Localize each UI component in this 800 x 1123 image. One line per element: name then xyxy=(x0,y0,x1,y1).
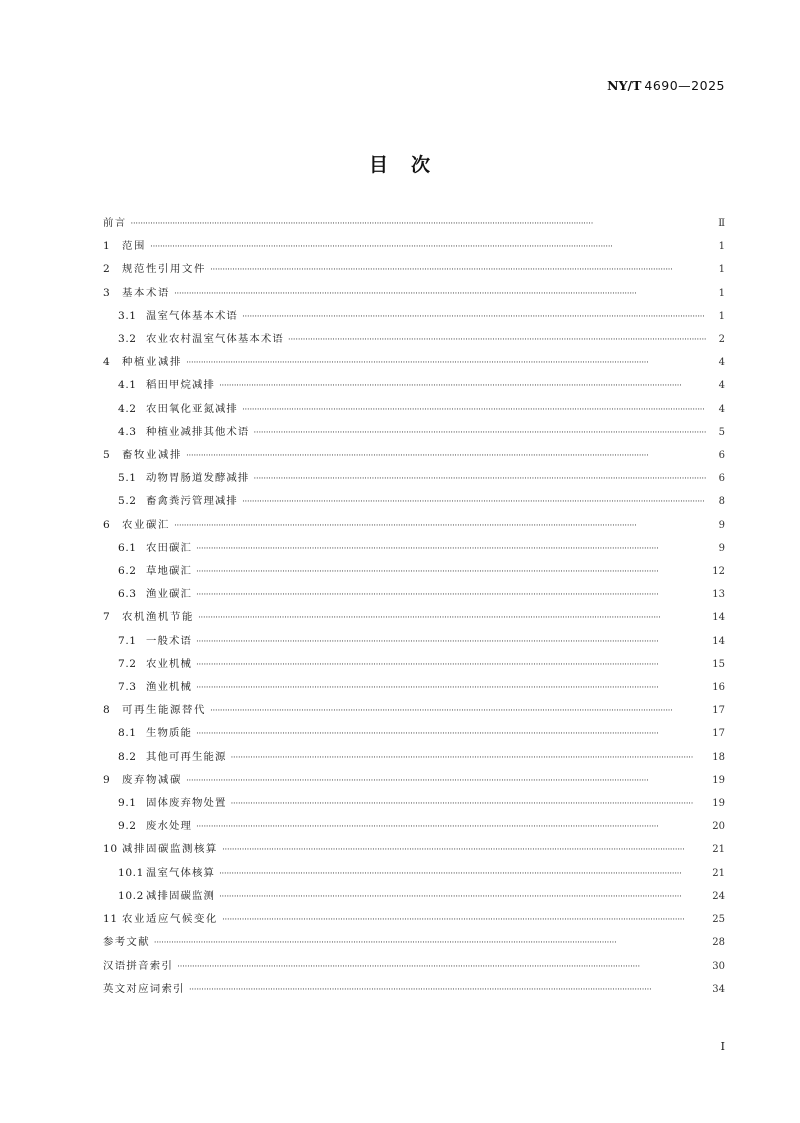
toc-entry-label: 畜牧业减排 xyxy=(122,449,182,462)
toc-entry-page-number: 5 xyxy=(718,426,725,438)
toc-dot-leader xyxy=(288,335,706,345)
toc-entry-label: 种植业减排 xyxy=(122,356,182,369)
toc-entry-page-number: 19 xyxy=(712,774,725,786)
toc-entry-label: 畜禽粪污管理减排 xyxy=(146,495,238,508)
toc-entry-label: 农田氧化亚氮减排 xyxy=(146,402,238,415)
toc-entry-label: 种植业减排其他术语 xyxy=(146,425,250,438)
toc-dot-leader xyxy=(242,497,706,507)
toc-entry-number: 5.2 xyxy=(118,495,137,508)
toc-entry[interactable] xyxy=(103,583,725,606)
toc-entry-page-number: 15 xyxy=(712,658,725,670)
toc-entry-number: 8 xyxy=(103,704,111,717)
toc-entry[interactable] xyxy=(103,931,725,954)
toc-entry-number: 7 xyxy=(103,611,111,624)
toc-entry-page-number: 2 xyxy=(718,334,725,346)
toc-dot-leader xyxy=(253,474,706,484)
toc-entry-number: 6.1 xyxy=(118,541,137,554)
toc-entry-page-number: 17 xyxy=(712,705,725,717)
toc-entry-label: 农机渔机节能 xyxy=(122,611,194,624)
toc-entry-label: 农业机械 xyxy=(146,657,192,670)
toc-entry-number: 4.3 xyxy=(118,425,137,438)
toc-entry-number: 4 xyxy=(103,356,111,369)
toc-entry[interactable] xyxy=(103,815,725,838)
toc-dot-leader xyxy=(196,590,706,600)
toc-entry-number: 3.2 xyxy=(118,333,137,346)
toc-entry[interactable] xyxy=(103,978,725,1001)
toc-dot-leader xyxy=(196,567,706,577)
toc-entry[interactable] xyxy=(103,862,725,885)
toc-dot-leader xyxy=(174,289,706,299)
toc-entry-label: 减排固碳监测 xyxy=(146,889,215,902)
toc-entry-number: 9.2 xyxy=(118,820,137,833)
page-title xyxy=(0,150,800,177)
toc-entry-label: 规范性引用文件 xyxy=(122,263,206,276)
page-title-char-1: 目 xyxy=(368,154,389,176)
toc-entry-label: 温室气体基本术语 xyxy=(146,309,238,322)
toc-dot-leader xyxy=(242,312,706,322)
toc-entry[interactable] xyxy=(103,792,725,815)
toc-entry[interactable] xyxy=(103,537,725,560)
toc-entry-label: 草地碳汇 xyxy=(146,565,192,578)
toc-dot-leader xyxy=(196,660,706,670)
toc-entry-number: 1 xyxy=(103,240,111,253)
table-of-contents xyxy=(103,212,725,1001)
toc-entry-label: 农业适应气候变化 xyxy=(122,913,218,926)
standard-number: 4690—2025 xyxy=(644,78,725,93)
toc-entry-page-number: 21 xyxy=(712,867,725,879)
toc-dot-leader xyxy=(196,683,706,693)
toc-entry-number: 11 xyxy=(103,913,118,926)
toc-entry[interactable] xyxy=(103,908,725,931)
toc-entry-number: 10.1 xyxy=(118,866,144,879)
toc-entry-page-number: 34 xyxy=(712,983,725,995)
toc-dot-leader xyxy=(189,985,706,995)
toc-entry-page-number: 12 xyxy=(712,566,725,578)
toc-entry-label: 参考文献 xyxy=(103,936,150,949)
toc-entry-page-number: 1 xyxy=(718,310,725,322)
toc-entry[interactable] xyxy=(103,490,725,513)
toc-entry-number: 8.2 xyxy=(118,750,137,763)
toc-entry-label: 农田碳汇 xyxy=(146,541,192,554)
toc-entry-label: 稻田甲烷减排 xyxy=(146,379,215,392)
toc-entry-page-number: 8 xyxy=(718,496,725,508)
toc-dot-leader xyxy=(177,962,706,972)
toc-entry-page-number: 25 xyxy=(712,914,725,926)
toc-entry[interactable] xyxy=(103,374,725,397)
toc-entry-number: 3 xyxy=(103,286,111,299)
toc-entry-page-number: 13 xyxy=(712,589,725,601)
document-header xyxy=(75,78,725,93)
toc-entry[interactable] xyxy=(103,746,725,769)
toc-entry-label: 动物胃肠道发酵减排 xyxy=(146,472,250,485)
toc-entry[interactable] xyxy=(103,838,725,861)
toc-entry-page-number: 9 xyxy=(718,542,725,554)
toc-entry-page-number: 6 xyxy=(718,450,725,462)
toc-dot-leader xyxy=(210,706,706,716)
toc-entry-number: 10 xyxy=(103,843,118,856)
toc-entry-number: 6 xyxy=(103,518,111,531)
toc-entry-page-number: 18 xyxy=(712,751,725,763)
toc-entry-page-number: 14 xyxy=(712,612,725,624)
toc-dot-leader xyxy=(196,822,706,832)
toc-entry[interactable] xyxy=(103,722,725,745)
toc-dot-leader xyxy=(198,613,706,623)
toc-dot-leader xyxy=(253,428,706,438)
toc-entry-label: 渔业机械 xyxy=(146,681,192,694)
toc-entry-page-number: 17 xyxy=(712,728,725,740)
toc-entry-page-number: 28 xyxy=(712,937,725,949)
toc-entry-label: 渔业碳汇 xyxy=(146,588,192,601)
toc-dot-leader xyxy=(222,845,706,855)
toc-entry-label: 减排固碳监测核算 xyxy=(122,843,218,856)
toc-entry[interactable] xyxy=(103,398,725,421)
toc-dot-leader xyxy=(210,265,706,275)
standard-prefix: NY/T xyxy=(607,78,642,93)
toc-entry-label: 农业碳汇 xyxy=(122,518,170,531)
toc-entry[interactable] xyxy=(103,885,725,908)
toc-entry[interactable] xyxy=(103,467,725,490)
toc-dot-leader xyxy=(230,799,706,809)
toc-entry-number: 2 xyxy=(103,263,111,276)
toc-entry[interactable] xyxy=(103,653,725,676)
toc-entry[interactable] xyxy=(103,235,725,258)
toc-dot-leader xyxy=(219,381,706,391)
toc-entry-page-number: 1 xyxy=(718,264,725,276)
toc-entry-page-number: 20 xyxy=(712,821,725,833)
toc-entry-page-number: 9 xyxy=(718,519,725,531)
toc-entry[interactable] xyxy=(103,676,725,699)
toc-entry-page-number: 1 xyxy=(718,241,725,253)
page-folio: Ⅰ xyxy=(720,1040,725,1053)
toc-entry[interactable] xyxy=(103,328,725,351)
toc-entry[interactable] xyxy=(103,421,725,444)
toc-entry[interactable] xyxy=(103,955,725,978)
toc-entry-page-number: 4 xyxy=(718,403,725,415)
toc-dot-leader xyxy=(196,729,706,739)
toc-dot-leader xyxy=(196,544,706,554)
toc-entry-label: 农业农村温室气体基本术语 xyxy=(146,333,284,346)
toc-dot-leader xyxy=(219,869,706,879)
toc-entry-page-number: 4 xyxy=(718,357,725,369)
toc-entry-page-number: 14 xyxy=(712,635,725,647)
toc-entry-page-number: 21 xyxy=(712,844,725,856)
toc-entry-label: 一般术语 xyxy=(146,634,192,647)
toc-entry-number: 7.3 xyxy=(118,681,137,694)
toc-entry-number: 10.2 xyxy=(118,889,144,902)
toc-dot-leader xyxy=(154,938,706,948)
toc-dot-leader xyxy=(222,915,706,925)
toc-entry-number: 8.1 xyxy=(118,727,137,740)
toc-entry[interactable] xyxy=(103,514,725,537)
toc-entry-page-number: 1 xyxy=(718,287,725,299)
toc-entry-number: 9 xyxy=(103,773,111,786)
toc-dot-leader xyxy=(150,242,706,252)
toc-entry-page-number: 24 xyxy=(712,890,725,902)
toc-entry-number: 6.3 xyxy=(118,588,137,601)
toc-entry[interactable] xyxy=(103,351,725,374)
toc-entry-number: 7.2 xyxy=(118,657,137,670)
toc-entry[interactable] xyxy=(103,769,725,792)
toc-dot-leader xyxy=(186,776,706,786)
toc-dot-leader xyxy=(242,405,706,415)
toc-entry[interactable] xyxy=(103,305,725,328)
toc-entry-number: 6.2 xyxy=(118,565,137,578)
toc-entry-page-number: 30 xyxy=(712,960,725,972)
toc-entry-label: 生物质能 xyxy=(146,727,192,740)
toc-entry-label: 基本术语 xyxy=(122,286,170,299)
toc-entry-page-number: 6 xyxy=(718,473,725,485)
toc-entry[interactable] xyxy=(103,212,725,235)
toc-dot-leader xyxy=(174,521,706,531)
toc-entry-number: 7.1 xyxy=(118,634,137,647)
toc-dot-leader xyxy=(230,753,706,763)
toc-entry-number: 4.1 xyxy=(118,379,137,392)
toc-entry-number: 9.1 xyxy=(118,797,137,810)
toc-entry-label: 温室气体核算 xyxy=(146,866,215,879)
toc-entry[interactable] xyxy=(103,444,725,467)
toc-entry-label: 汉语拼音索引 xyxy=(103,959,174,972)
toc-entry-page-number: 4 xyxy=(718,380,725,392)
toc-entry-label: 固体废弃物处置 xyxy=(146,797,227,810)
toc-entry[interactable] xyxy=(103,258,725,281)
toc-entry-label: 其他可再生能源 xyxy=(146,750,227,763)
toc-entry-label: 废弃物减碳 xyxy=(122,773,182,786)
toc-entry-label: 英文对应词索引 xyxy=(103,982,185,995)
toc-entry-number: 5.1 xyxy=(118,472,137,485)
toc-dot-leader xyxy=(186,451,706,461)
toc-entry-number: 4.2 xyxy=(118,402,137,415)
toc-entry-label: 废水处理 xyxy=(146,820,192,833)
toc-entry-label: 前言 xyxy=(103,217,127,229)
page-title-char-2: 次 xyxy=(411,154,432,176)
toc-entry-label: 可再生能源替代 xyxy=(122,704,206,717)
toc-entry-page-number: 16 xyxy=(712,682,725,694)
toc-entry[interactable] xyxy=(103,699,725,722)
toc-dot-leader xyxy=(186,358,706,368)
toc-entry[interactable] xyxy=(103,282,725,305)
toc-dot-leader xyxy=(219,892,706,902)
toc-entry-label: 范围 xyxy=(122,240,146,253)
toc-entry[interactable] xyxy=(103,606,725,629)
toc-entry-number: 3.1 xyxy=(118,309,137,322)
toc-dot-leader xyxy=(196,637,706,647)
toc-entry-number: 5 xyxy=(103,449,111,462)
toc-entry-page-number: Ⅱ xyxy=(718,218,725,229)
toc-dot-leader xyxy=(130,219,706,229)
toc-entry[interactable] xyxy=(103,630,725,653)
toc-entry[interactable] xyxy=(103,560,725,583)
toc-entry-page-number: 19 xyxy=(712,798,725,810)
